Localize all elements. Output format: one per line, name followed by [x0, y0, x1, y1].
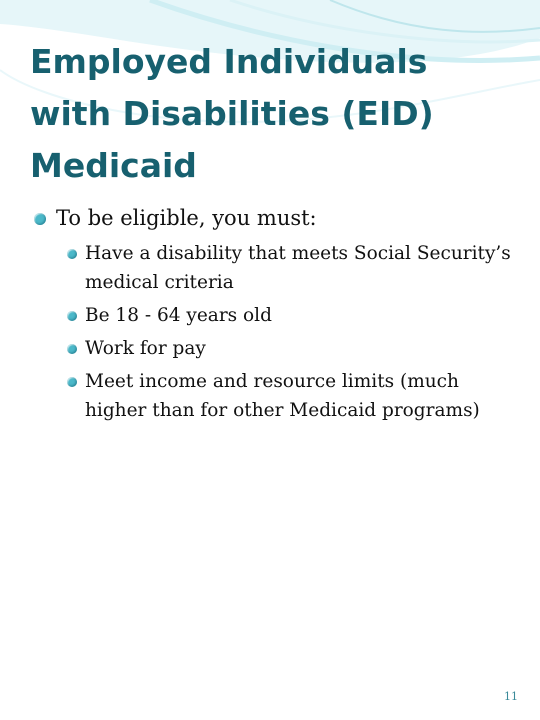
- bullet-icon: [67, 377, 77, 387]
- slide-title: [30, 36, 510, 192]
- sub-bullet-item: [34, 239, 514, 297]
- bullet-icon: [67, 311, 77, 321]
- bullet-icon: [34, 213, 46, 225]
- sub-bullet-item: [34, 367, 514, 425]
- bullet-icon: [67, 344, 77, 354]
- sub-bullet-text: Have a disability that meets Social Security’s medical criteria: [85, 243, 511, 293]
- slide-body: [34, 203, 514, 429]
- criteria-list: [34, 239, 514, 425]
- bullet-text: To be eligible, you must:: [56, 206, 317, 230]
- title-line: Medicaid: [30, 146, 197, 185]
- title-line: Employed Individuals: [30, 42, 428, 81]
- title-line: with Disabilities (EID): [30, 94, 434, 133]
- sub-bullet-text: Work for pay: [85, 338, 206, 359]
- sub-bullet-text: Meet income and resource limits (much higher than for other Medicaid programs): [85, 371, 480, 421]
- bullet-item: [34, 203, 514, 233]
- page-number: 11: [504, 690, 518, 703]
- sub-bullet-item: [34, 301, 514, 330]
- sub-bullet-item: [34, 334, 514, 363]
- bullet-icon: [67, 249, 77, 259]
- sub-bullet-text: Be 18 - 64 years old: [85, 305, 272, 326]
